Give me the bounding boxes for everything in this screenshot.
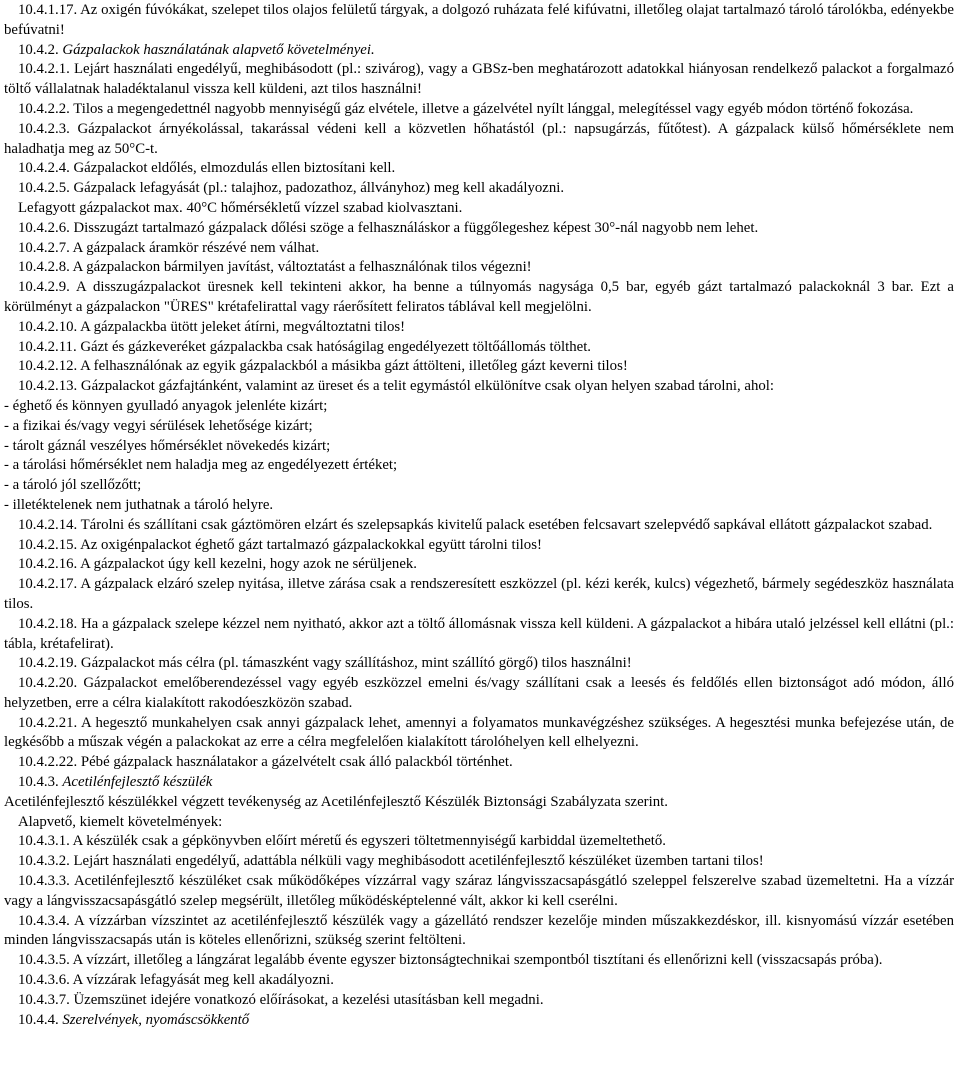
paragraph: Lefagyott gázpalackot max. 40°C hőmérsékletű vízzel szabad kiolvasztani. [18, 199, 463, 216]
paragraph: 10.4.2.22. Pébé gázpalack használatakor a gázelvételt csak álló palackból történhet. [18, 754, 513, 771]
paragraph: 10.4.3.3. Acetilénfejlesztő készüléket csak működőképes vízzárral vagy száraz lángvisszacsapásgátló szeleppel felszerelve szabad üzemeltetni. Ha a vízzár vagy a lángvisszacsapásgátló szelep megsérült, illetőleg működésképtelenné vált, akkor ki kell cserélni. [4, 873, 954, 909]
paragraph: 10.4.2.15. Az oxigénpalackot éghető gázt tartalmazó gázpalackokkal együtt tárolni tilos! [18, 536, 542, 553]
paragraph: 10.4.2.4. Gázpalackot eldőlés, elmozdulás ellen biztosítani kell. [18, 160, 396, 177]
paragraph: 10.4.2.2. Tilos a megengedettnél nagyobb mennyiségű gáz elvétele, illetve a gázelvétel nyílt lánggal, melegítéssel vagy egyéb módon történő fokozása. [18, 100, 914, 117]
paragraph: 10.4.3.6. A vízzárak lefagyását meg kell akadályozni. [18, 972, 334, 989]
paragraph: - illetéktelenek nem juthatnak a tároló helyre. [4, 496, 274, 513]
paragraph: 10.4.2.13. Gázpalackot gázfajtánként, valamint az üreset és a telit egymástól elkülönítve csak olyan helyen szabad tárolni, ahol: [18, 378, 775, 395]
paragraph: 10.4.2.17. A gázpalack elzáró szelep nyitása, illetve zárása csak a rendszeresített eszközzel (pl. kézi kerék, kulcs) végezhető, bármely segédeszköz használata tilos. [4, 576, 954, 612]
section-number: 10.4.3. [18, 774, 63, 791]
paragraph: - éghető és könnyen gyulladó anyagok jelenléte kizárt; [4, 397, 328, 414]
paragraph: 10.4.2.6. Disszugázt tartalmazó gázpalack dőlési szöge a felhasználáskor a függőlegeshez képest 30°-nál nagyobb nem lehet. [18, 219, 759, 236]
paragraph: Alapvető, kiemelt követelmények: [18, 813, 223, 830]
paragraph: 10.4.2.9. A disszugázpalackot üresnek kell tekinteni akkor, ha benne a túlnyomás nagysága 0,5 bar, egyéb gázt tartalmazó palackoknál 3 bar. Ezt a körülményt a gázpalackon "ÜRES" krétafelirattal vagy ráerősített feliratos táblával kell megjelölni. [4, 279, 954, 315]
paragraph [4, 41, 954, 61]
paragraph: 10.4.2.3. Gázpalackot árnyékolással, takarással védeni kell a közvetlen hőhatástól (pl.: napsugárzás, fűtőtest). A gázpalack külső hőmérséklete nem haladhatja meg az 50°C-t. [4, 120, 954, 157]
paragraph: - tárolt gáznál veszélyes hőmérséklet növekedés kizárt; [4, 437, 331, 454]
paragraph: 10.4.2.1. Lejárt használati engedélyű, meghibásodott (pl.: szivárog), vagy a GBSz-ben meghatározott adatokkal hiányosan rendelkező palackot a forgalmazó töltő vállalatnak haladéktalanul vissza kell küldeni, azt tilos használni! [4, 61, 954, 98]
paragraph: 10.4.3.1. A készülék csak a gépkönyvben előírt méretű és egyszeri töltetmennyiségű karbiddal üzemeltethető. [18, 833, 666, 850]
section-number: 10.4.2. [18, 41, 63, 58]
paragraph: 10.4.3.2. Lejárt használati engedélyű, adattábla nélküli vagy meghibásodott acetilénfejlesztő készüléket üzemben tartani tilos! [18, 853, 764, 870]
paragraph [4, 1011, 954, 1031]
paragraph: 10.4.2.8. A gázpalackon bármilyen javítást, változtatást a felhasználónak tilos végezni! [18, 259, 532, 276]
paragraph: 10.4.2.21. A hegesztő munkahelyen csak annyi gázpalack lehet, amennyi a folyamatos munkavégzéshez szükséges. A hegesztési munka befejezése után, de legkésőbb a műszak végén a palackokat az erre a célra megfelelően kialakított tárolóhelyen kell elhelyezni. [4, 714, 954, 751]
paragraph: 10.4.2.16. A gázpalackot úgy kell kezelni, hogy azok ne sérüljenek. [18, 556, 417, 573]
paragraph: 10.4.2.12. A felhasználónak az egyik gázpalackból a másikba gázt áttölteni, illetőleg gázt keverni tilos! [18, 358, 628, 375]
section-heading: Acetilénfejlesztő készülék [62, 774, 213, 791]
paragraph: Acetilénfejlesztő készülékkel végzett tevékenység az Acetilénfejlesztő Készülék Biztonsági Szabályzata szerint. [4, 793, 668, 810]
paragraph: 10.4.2.5. Gázpalack lefagyását (pl.: talajhoz, padozathoz, állványhoz) meg kell akadályozni. [18, 180, 565, 197]
paragraph: 10.4.3.7. Üzemszünet idejére vonatkozó előírásokat, a kezelési utasításban kell megadni. [18, 991, 544, 1008]
paragraph: 10.4.2.14. Tárolni és szállítani csak gáztömören elzárt és szelepsapkás kivitelű palack esetében felcsavart szelepvédő sapkával ellátott gázpalackot szabad. [18, 516, 933, 533]
paragraph: 10.4.2.11. Gázt és gázkeveréket gázpalackba csak hatóságilag engedélyezett töltőállomás tölthet. [18, 338, 592, 355]
section-number: 10.4.4. [18, 1011, 63, 1028]
paragraph: 10.4.1.17. Az oxigén fúvókákat, szelepet tilos olajos felületű tárgyak, a dolgozó ruházata felé kifúvatni, illetőleg olajat tartalmazó tároló tárolókba, edényekbe befúvatni! [4, 2, 954, 38]
section-heading: Szerelvények, nyomáscsökkentő [62, 1011, 250, 1028]
paragraph: 10.4.3.5. A vízzárt, illetőleg a lángzárat legalább évente egyszer biztonságtechnikai szempontból tisztítani és ellenőrizni kell (visszacsapás próba). [18, 952, 883, 969]
section-heading: Gázpalackok használatának alapvető követelményei. [62, 41, 375, 58]
paragraph: 10.4.2.18. Ha a gázpalack szelepe kézzel nem nyitható, akkor azt a töltő állomásnak vissza kell küldeni. A gázpalackot a hibára utaló jelzéssel kell ellátni (pl.: tábla, krétafelirat). [4, 615, 954, 652]
paragraph: 10.4.3.4. A vízzárban vízszintet az acetilénfejlesztő készülék vagy a gázellátó rendszer kezelője minden műszakkezdéskor, ill. kisnyomású vízzár esetében minden lángvisszacsapás után is köteles ellenőrizni, szükség szerint feltölteni. [4, 912, 954, 949]
paragraph: 10.4.2.20. Gázpalackot emelőberendezéssel vagy egyéb eszközzel emelni és/vagy szállítani csak a leesés és feldőlés ellen biztonságot adó módon, álló helyzetben, erre a célra kialakított rakodóeszközön szabad. [4, 675, 954, 711]
paragraph: - a fizikai és/vagy vegyi sérülések lehetősége kizárt; [4, 417, 313, 434]
paragraph: - a tároló jól szellőzőtt; [4, 477, 142, 494]
paragraph: 10.4.2.10. A gázpalackba ütött jeleket átírni, megváltoztatni tilos! [18, 318, 406, 335]
paragraph: - a tárolási hőmérséklet nem haladja meg az engedélyezett értéket; [4, 457, 398, 474]
paragraph: 10.4.2.19. Gázpalackot más célra (pl. támaszként vagy szállításhoz, mint szállító görgő) tilos használni! [18, 655, 632, 672]
paragraph [4, 773, 954, 793]
paragraph: 10.4.2.7. A gázpalack áramkör részévé nem válhat. [18, 239, 320, 256]
